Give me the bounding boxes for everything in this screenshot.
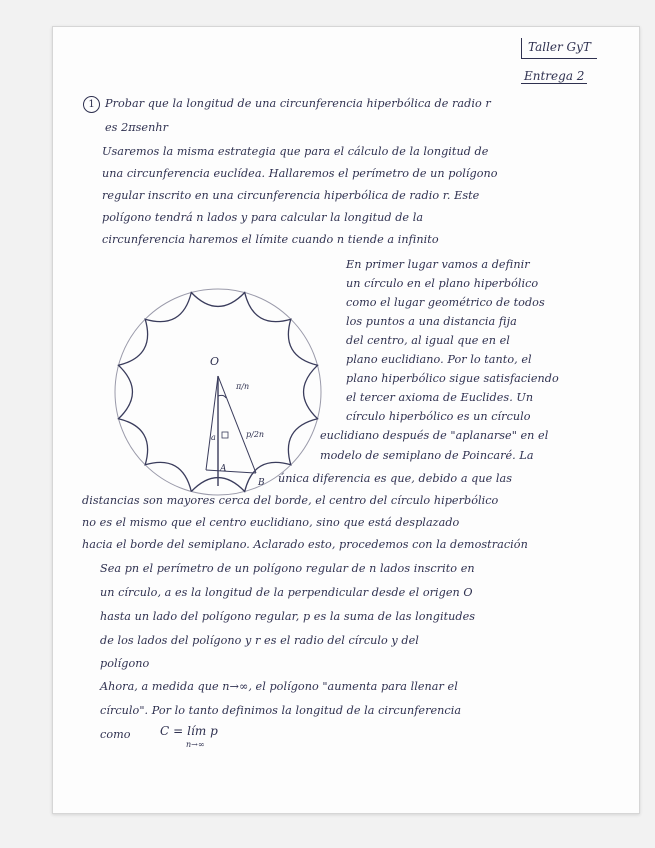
formula-expression: C = lím p: [160, 724, 218, 738]
header-delivery: Entrega 2: [521, 69, 587, 84]
label-angle: π/n: [236, 382, 250, 391]
side-line: un círculo en el plano hiperbólico: [346, 277, 539, 290]
header-course: Taller GyT: [528, 40, 591, 54]
right-angle-mark: [222, 432, 228, 438]
label-center: O: [210, 355, 220, 368]
side-line: del centro, al igual que en el: [346, 334, 510, 347]
limit-line: círculo". Por lo tanto definimos la longitud de la circunferencia: [100, 704, 462, 717]
definition-line: polígono: [100, 657, 150, 670]
side-line-oa: [206, 376, 218, 470]
side-line: círculo hiperbólico es un círculo: [346, 410, 531, 423]
side-line: plano euclidiano. Por lo tanto, el: [346, 353, 532, 366]
limit-line: Ahora, a medida que n→∞, el polígono "aumenta para llenar el: [100, 680, 458, 693]
header-divider-vertical: [521, 38, 522, 58]
side-line: modelo de semiplano de Poincaré. La: [320, 449, 534, 462]
intro-line: Usaremos la misma estrategia que para el cálculo de la longitud de: [102, 145, 489, 158]
side-line: como el lugar geométrico de todos: [346, 296, 545, 309]
intro-line: regular inscrito en una circunferencia hiperbólica de radio r. Este: [102, 189, 480, 202]
label-side: p/2n: [246, 430, 265, 439]
intro-line: circunferencia haremos el límite cuando n tiende a infinito: [102, 233, 439, 246]
side-line: los puntos a una distancia fija: [346, 315, 517, 328]
header-divider-horizontal: [521, 58, 597, 59]
side-line: euclidiano después de "aplanarse" en el: [320, 429, 549, 442]
body-line: no es el mismo que el centro euclidiano, sino que está desplazado: [82, 516, 460, 529]
problem-number: 1: [83, 96, 100, 113]
label-A: A: [220, 464, 227, 474]
side-line: única diferencia es que, debido a que las: [278, 472, 513, 485]
intro-line: polígono tendrá n lados y para calcular la longitud de la: [102, 211, 424, 224]
definition-line: un círculo, a es la longitud de la perpendicular desde el origen O: [100, 586, 473, 599]
side-line: el tercer axioma de Euclides. Un: [346, 391, 534, 404]
body-line: hacia el borde del semiplano. Aclarado esto, procedemos con la demostración: [82, 538, 528, 551]
angle-arc: [218, 395, 226, 398]
body-line: distancias son mayores cerca del borde, el centro del círculo hiperbólico: [82, 494, 499, 507]
problem-line: Probar que la longitud de una circunferencia hiperbólica de radio r: [105, 97, 491, 110]
side-line: En primer lugar vamos a definir: [346, 258, 530, 271]
label-a: a: [211, 433, 216, 442]
definition-line: hasta un lado del polígono regular, p es la suma de las longitudes: [100, 610, 476, 623]
definition-line: de los lados del polígono y r es el radio del círculo y del: [100, 634, 419, 647]
definition-line: Sea pn el perímetro de un polígono regular de n lados inscrito en: [100, 562, 475, 575]
perpendicular-line: [206, 470, 256, 473]
formula-subscript: n→∞: [186, 740, 205, 749]
formula-prefix: como: [100, 728, 131, 741]
label-B: B: [258, 478, 265, 488]
side-line: plano hiperbólico sigue satisfaciendo: [346, 372, 559, 385]
intro-line: una circunferencia euclídea. Hallaremos el perímetro de un polígono: [102, 167, 498, 180]
problem-line: es 2πsenhr: [105, 121, 169, 134]
